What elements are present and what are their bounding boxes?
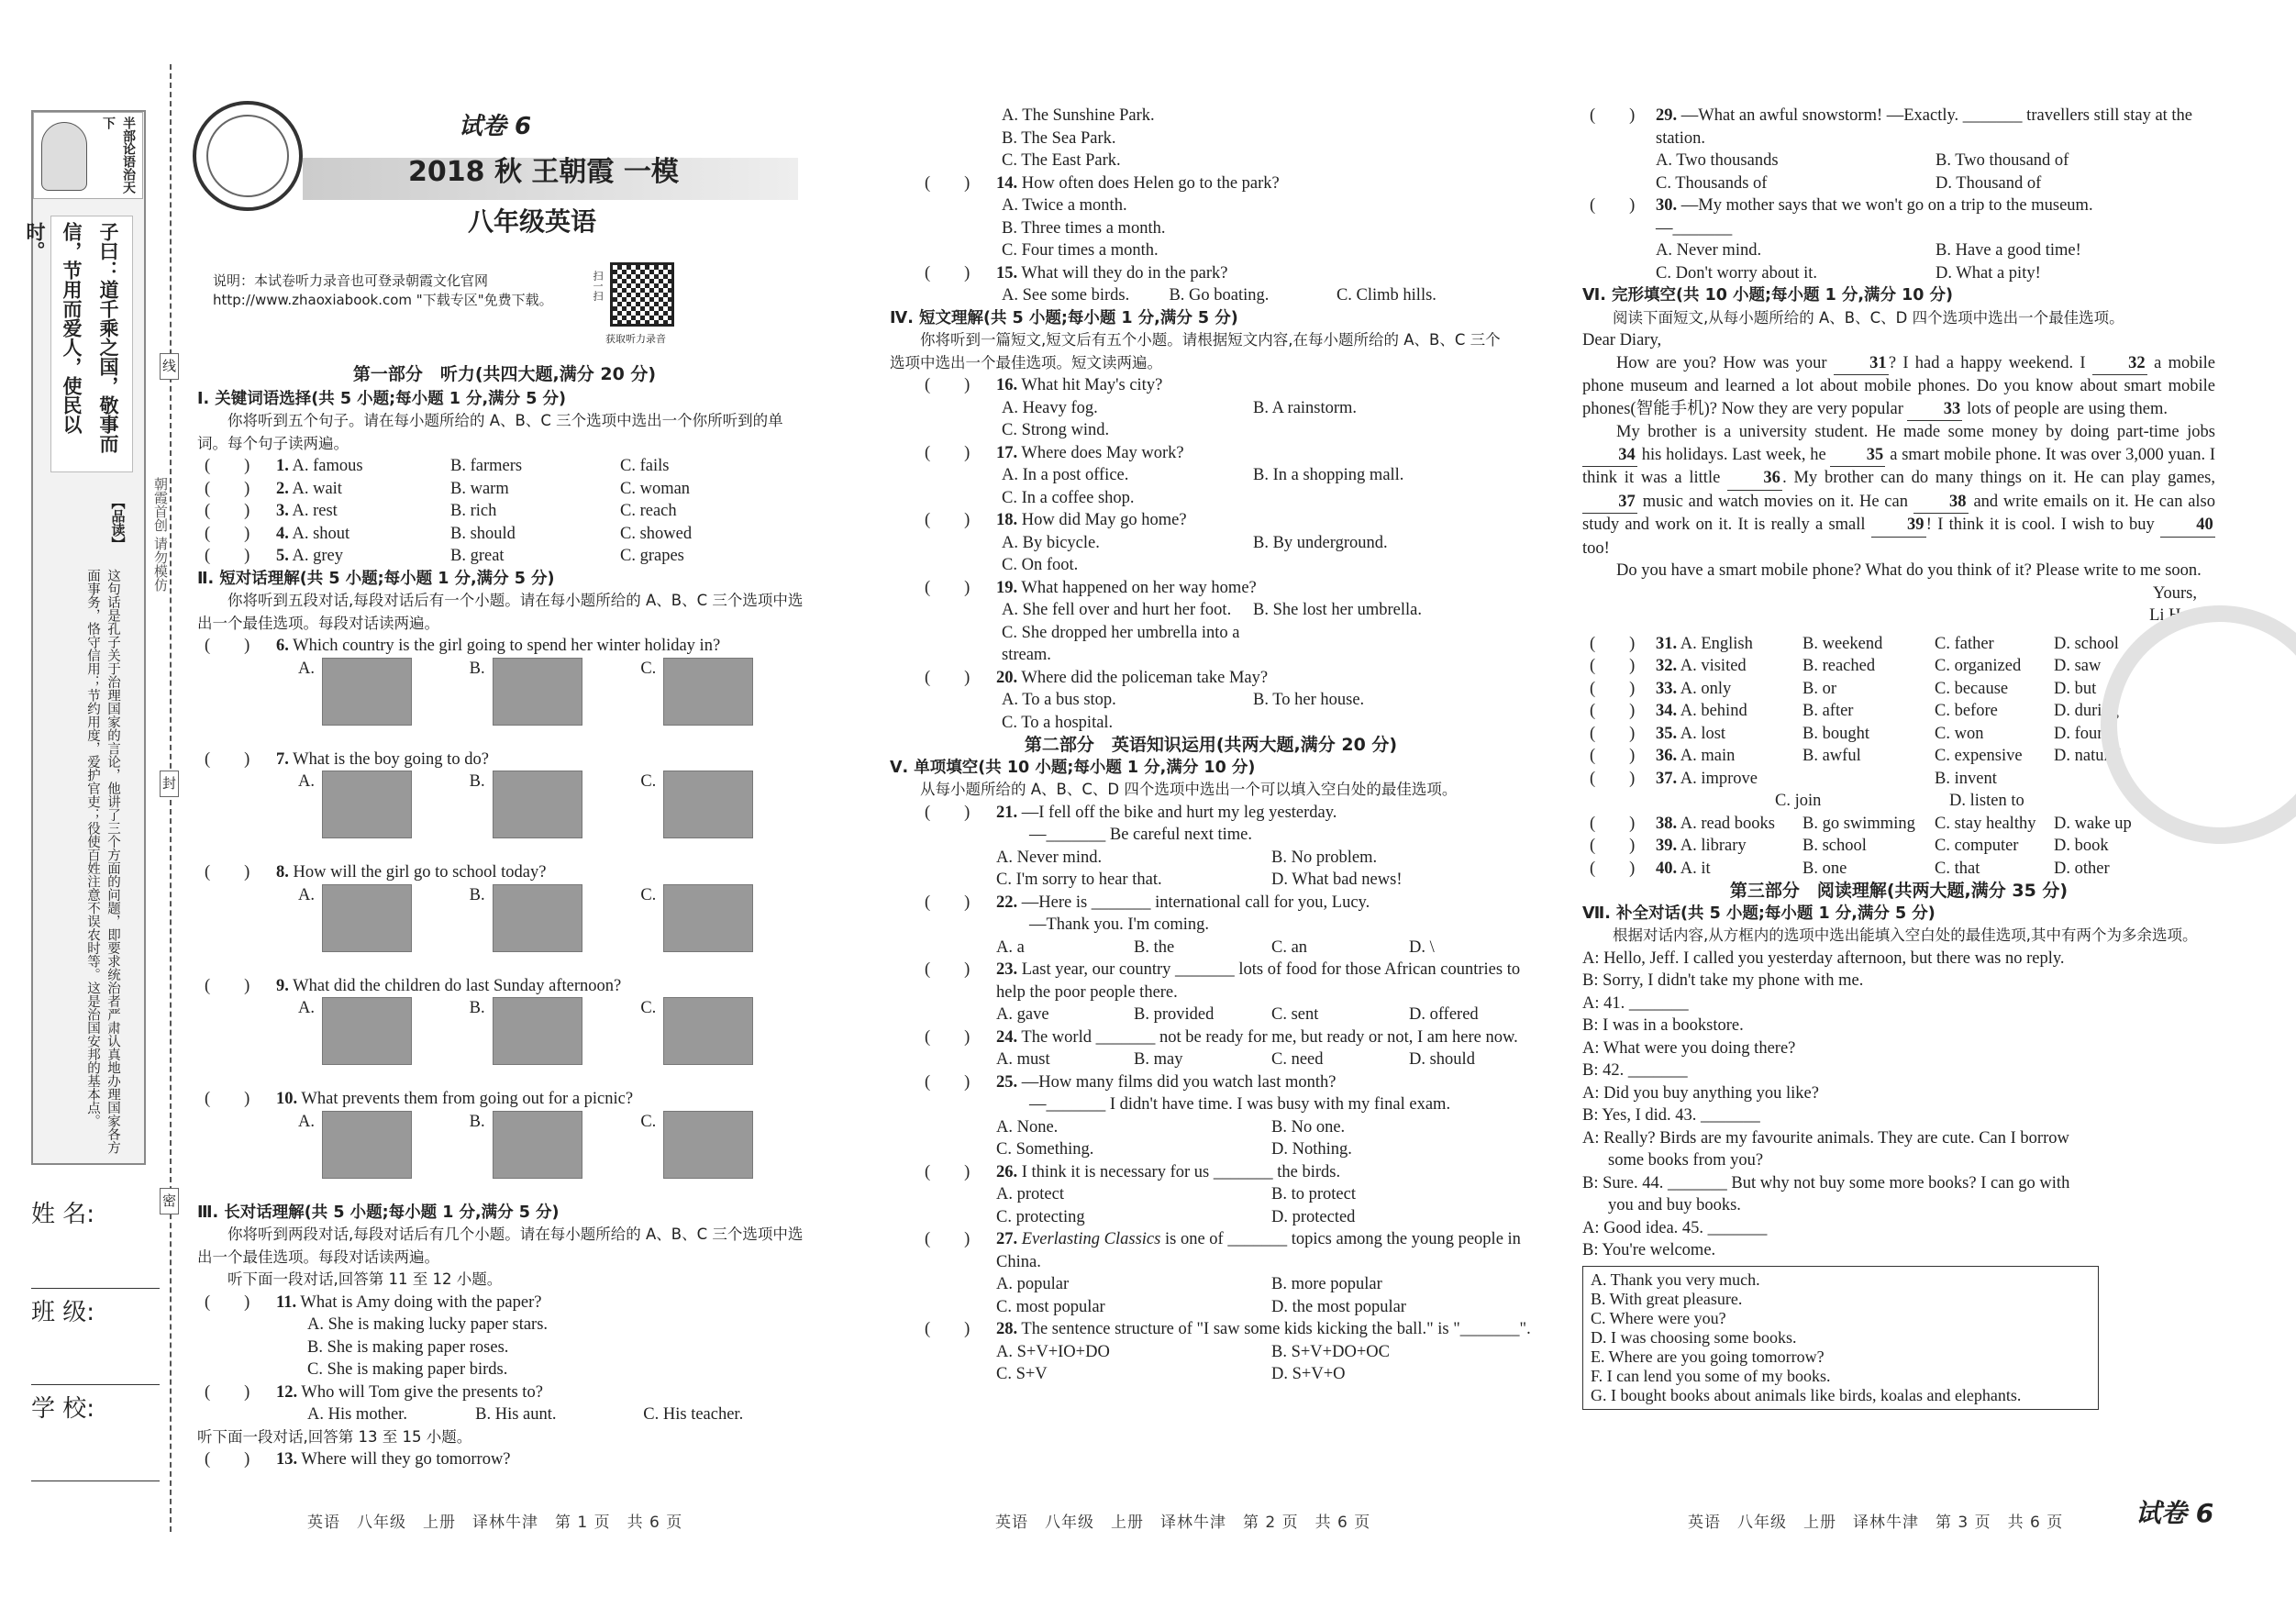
question-32[interactable]: ( ) 32. A. visited B. reached C. organized D. saw bbox=[1590, 657, 2102, 675]
footer-page-1: 英语 八年级 上册 译林牛津 第 1 页 共 6 页 bbox=[307, 1514, 683, 1532]
dialog bbox=[1582, 948, 2215, 1262]
s5-title: Ⅴ. 单项填空(共 10 小题;每小题 1 分,满分 10 分) bbox=[890, 758, 1256, 777]
q12-options: A. His mother. B. His aunt. C. His teacher. bbox=[307, 1405, 744, 1424]
listening-note: 说明：本试卷听力录音也可登录朝霞文化官网 http://www.zhaoxiabook.com "下载专区"免费下载。 bbox=[213, 272, 553, 308]
question-27[interactable]: ( ) 27. Everlasting Classics is one of _______ topics among the young people in China. A. popular B. more popular C. most popular D. the most popular bbox=[917, 1228, 1504, 1318]
question-5[interactable]: ( ) 5. A. grey B. great C. grapes bbox=[205, 547, 684, 565]
question-8[interactable]: ( ) 8. How will the girl go to school today? bbox=[205, 863, 547, 882]
cloze-blank[interactable]: 34 bbox=[1582, 444, 1637, 468]
question-2[interactable]: ( ) 2. A. wait B. warm C. woman bbox=[205, 479, 691, 498]
q24-options: A. must B. may C. need D. should bbox=[996, 1050, 1475, 1069]
question-4[interactable]: ( ) 4. A. shout B. should C. showed bbox=[205, 524, 693, 543]
q15-options: A. See some birds. B. Go boating. C. Climb hills. bbox=[1002, 286, 1436, 305]
name-field[interactable] bbox=[31, 1192, 160, 1289]
seal-char-3: 密 bbox=[160, 1188, 179, 1214]
q11-options: A. She is making lucky paper stars. B. She is making paper roses. C. She is making paper birds. bbox=[307, 1315, 549, 1379]
s4-title: Ⅳ. 短文理解(共 5 小题;每小题 1 分,满分 5 分) bbox=[890, 308, 1238, 327]
box-option: F. I can lend you some of my books. bbox=[1591, 1366, 1831, 1385]
dialog-line: A: What were you doing there? bbox=[1582, 1038, 1796, 1058]
s3-desc: 你将听到两段对话,每段对话后有几个小题。请在每小题所给的 A、B、C 三个选项中选出一个最佳选项。每段对话读两遍。 bbox=[197, 1225, 804, 1266]
question-37[interactable]: ( ) 37. A. improve B. invent bbox=[1590, 769, 1997, 788]
option-picture-icon bbox=[663, 658, 753, 726]
question-39[interactable]: ( ) 39. A. library B. school C. computer D. book bbox=[1590, 837, 2109, 855]
picture-option[interactable]: B. bbox=[470, 1111, 641, 1200]
q26-options: A. protect B. to protect C. protecting D. protected bbox=[996, 1185, 1356, 1226]
badge-text: 半部论语治天下 bbox=[101, 116, 136, 194]
cloze-blank[interactable]: 39 bbox=[1871, 514, 1926, 538]
dialog-line: A: Did you buy anything you like? bbox=[1582, 1083, 1819, 1103]
dialog-line: some books from you? bbox=[1608, 1151, 1764, 1170]
letter-paragraph: Do you have a smart mobile phone? What do you think of it? Please write to me soon. bbox=[1616, 561, 2202, 580]
option-picture-icon bbox=[493, 771, 582, 838]
cloze-blank[interactable]: 31 bbox=[1834, 352, 1889, 376]
seal-char-1: 线 bbox=[160, 353, 179, 380]
question-33[interactable]: ( ) 33. A. only B. or C. because D. but bbox=[1590, 679, 2097, 698]
picture-option[interactable]: C. bbox=[640, 1111, 812, 1200]
footer-page-3: 英语 八年级 上册 译林牛津 第 3 页 共 6 页 bbox=[1688, 1514, 2064, 1532]
picture-option[interactable]: A. bbox=[298, 884, 470, 973]
box-option: B. With great pleasure. bbox=[1591, 1289, 1743, 1308]
question-11[interactable]: ( ) 11. What is Amy doing with the paper? bbox=[205, 1292, 542, 1312]
q20-options-c: C. To a hospital. bbox=[1002, 713, 1114, 732]
question-21[interactable]: ( ) 21. —I fell off the bike and hurt my leg yesterday. —_______ Be careful next time. A. Never mind. B. No problem. C. I'm sorry to hear that. D. What bad news! bbox=[917, 802, 1504, 892]
s3-title: Ⅲ. 长对话理解(共 5 小题;每小题 1 分,满分 5 分) bbox=[197, 1203, 560, 1222]
question-6[interactable]: ( ) 6. Which country is the girl going to spend her winter holiday in? bbox=[205, 637, 721, 655]
cloze-blank[interactable]: 32 bbox=[2092, 352, 2147, 376]
option-picture-icon bbox=[493, 658, 582, 726]
q22-options: A. a B. the C. an D. \ bbox=[996, 937, 1435, 957]
name-label: 姓 名: bbox=[31, 1201, 95, 1228]
column-1 bbox=[197, 363, 812, 1471]
letter-closing: Yours, bbox=[2153, 583, 2197, 603]
question-14[interactable]: ( ) 14. How often does Helen go to the park? bbox=[925, 173, 1280, 193]
picture-option[interactable]: B. bbox=[470, 884, 641, 973]
option-picture-icon bbox=[322, 1111, 412, 1179]
question-36[interactable]: ( ) 36. A. main B. awful C. expensive D. natural bbox=[1590, 747, 2122, 765]
q6-pictures bbox=[197, 658, 812, 747]
q16-options: A. Heavy fog. B. A rainstorm. bbox=[1002, 398, 1358, 417]
q19-options-c: C. She dropped her umbrella into a stream. bbox=[1002, 623, 1240, 664]
box-option: D. I was choosing some books. bbox=[1591, 1327, 1797, 1347]
dialog-line: A: Hello, Jeff. I called you yesterday afternoon, but there was no reply. bbox=[1582, 948, 2065, 968]
s2-list bbox=[197, 635, 812, 1200]
dialog-line: A: Really? Birds are my favourite animals. They are cute. Can I borrow bbox=[1582, 1128, 2069, 1148]
picture-option[interactable]: A. bbox=[298, 658, 470, 747]
picture-option[interactable]: C. bbox=[640, 771, 812, 859]
question-29[interactable]: ( ) 29. —What an awful snowstorm! —Exactly. _______ travellers still stay at the station. A. Two thousands B. Two thousand of C. Thousands of D. Thousand of bbox=[1582, 105, 2215, 194]
part1-title: 第一部分 听力(共四大题,满分 20 分) bbox=[352, 364, 657, 384]
dialog-line: B: Sure. 44. _______ But why not buy some more books? I can go with bbox=[1582, 1173, 2070, 1192]
q17-options-c: C. In a coffee shop. bbox=[1002, 488, 1135, 507]
s5-desc: 从每小题所给的 A、B、C、D 四个选项中选出一个可以填入空白处的最佳选项。 bbox=[920, 781, 1458, 798]
question-35[interactable]: ( ) 35. A. lost B. bought C. won D. found bbox=[1590, 724, 2114, 743]
question-12[interactable]: ( ) 12. Who will Tom give the presents to? bbox=[205, 1382, 543, 1402]
q19-options: A. She fell over and hurt her foot. B. She lost her umbrella. bbox=[1002, 601, 1422, 619]
sidebar-quote: 子曰：道千乘之国，敬事而信，节用而爱人，使民以时。 bbox=[50, 216, 133, 472]
options: A. Never mind. B. Have a good time! C. Don't worry about it. D. What a pity! bbox=[1656, 241, 2081, 283]
dialog-line: B: I was in a bookstore. bbox=[1582, 1016, 1744, 1035]
dialog-line: B: Yes, I did. 43. _______ bbox=[1582, 1106, 1760, 1125]
part3-title: 第三部分 阅读理解(共两大题,满分 35 分) bbox=[1729, 881, 2069, 901]
question-13[interactable]: ( ) 13. Where will they go tomorrow? bbox=[205, 1450, 511, 1469]
confucius-portrait-icon bbox=[41, 122, 87, 191]
letter-signature: Li Hua bbox=[2149, 606, 2197, 625]
question-16[interactable]: ( ) 16. What hit May's city? bbox=[925, 376, 1163, 394]
s3-dialog1-note: 听下面一段对话,回答第 11 至 12 小题。 bbox=[227, 1270, 503, 1288]
picture-option[interactable]: B. bbox=[470, 658, 641, 747]
scan-label: 扫一扫 bbox=[592, 271, 604, 301]
dialog-line: B: 42. _______ bbox=[1582, 1061, 1688, 1080]
q20-options: A. To a bus stop. B. To her house. bbox=[1002, 691, 1365, 709]
footer-page-2: 英语 八年级 上册 译林牛津 第 2 页 共 6 页 bbox=[995, 1514, 1371, 1532]
question-15[interactable]: ( ) 15. What will they do in the park? bbox=[925, 263, 1228, 283]
letter-paragraph: How are you? How was your 31 ? I had a happy weekend. I 32 a mobile phone museum and learned a lot about mobile phones. Do you know about smart mobile phones(智能手机)? Now they are very popular 33 lots of people are using them. bbox=[1582, 352, 2215, 422]
qr-caption: 获取听力录音 bbox=[605, 333, 666, 345]
school-field[interactable] bbox=[31, 1385, 160, 1481]
letter-greeting: Dear Diary, bbox=[1582, 331, 1662, 349]
letter-body bbox=[1582, 352, 2215, 582]
s3-dialog2-note: 听下面一段对话,回答第 13 至 15 小题。 bbox=[197, 1427, 472, 1446]
options-box bbox=[1582, 1266, 2099, 1410]
q17-options: A. In a post office. B. In a shopping mall. bbox=[1002, 466, 1404, 484]
dialog-line: A: 41. _______ bbox=[1582, 993, 1689, 1013]
option-picture-icon bbox=[663, 997, 753, 1065]
option-picture-icon bbox=[493, 884, 582, 952]
picture-option[interactable]: A. bbox=[298, 1111, 470, 1200]
question-26[interactable]: ( ) 26. I think it is necessary for us _______ the birds. A. protect B. to protect C. protecting D. protected bbox=[917, 1161, 1504, 1229]
box-option: G. I bought books about animals like birds, koalas and elephants. bbox=[1591, 1385, 2022, 1404]
subject-title: 八年级英语 bbox=[468, 206, 597, 237]
picture-option[interactable]: C. bbox=[640, 658, 812, 747]
question-30[interactable]: ( ) 30. —My mother says that we won't go on a trip to the museum. —_______ A. Never mind. B. Have a good time! C. Don't worry about it. D. What a pity! bbox=[1582, 194, 2215, 284]
header bbox=[193, 92, 807, 345]
q23-options: A. gave B. provided C. sent D. offered bbox=[996, 1005, 1479, 1024]
s7-title: Ⅶ. 补全对话(共 5 小题;每小题 1 分,满分 5 分) bbox=[1582, 904, 1936, 923]
sidebar bbox=[0, 0, 183, 1597]
q9-pictures bbox=[197, 997, 812, 1086]
school-label: 学 校: bbox=[31, 1395, 95, 1423]
picture-option[interactable]: A. bbox=[298, 771, 470, 859]
option-picture-icon bbox=[663, 771, 753, 838]
options: A. Two thousands B. Two thousand of C. Thousands of D. Thousand of bbox=[1656, 151, 2069, 193]
s1-list bbox=[197, 455, 812, 568]
option-picture-icon bbox=[322, 658, 412, 726]
option-picture-icon bbox=[322, 771, 412, 838]
question-22[interactable]: ( ) 22. —Here is _______ international call for you, Lucy. —Thank you. I'm coming. A. a B. the C. an D. \ bbox=[917, 892, 1504, 959]
q10-pictures bbox=[197, 1111, 812, 1200]
dialog-line: B: You're welcome. bbox=[1582, 1241, 1716, 1259]
s6-desc: 阅读下面短文,从每小题所给的 A、B、C、D 四个选项中选出一个最佳选项。 bbox=[1613, 308, 2124, 327]
option-picture-icon bbox=[663, 884, 753, 952]
s5-list bbox=[917, 802, 1531, 1386]
dialog-line: B: Sorry, I didn't take my phone with me. bbox=[1582, 971, 1864, 990]
question-40[interactable]: ( ) 40. A. it B. one C. that D. other bbox=[1590, 859, 2110, 878]
question-28[interactable]: ( ) 28. The sentence structure of "I saw some kids kicking the ball." is "_______". A. S+V+IO+DO B. S+V+DO+OC C. S+V D. S+V+O bbox=[917, 1318, 1504, 1386]
question-24[interactable]: ( ) 24. The world _______ not be ready for me, but ready or not, I am here now. A. must B. may C. need D. should bbox=[917, 1026, 1504, 1071]
question-31[interactable]: ( ) 31. A. English B. weekend C. father D. school bbox=[1590, 634, 2119, 653]
question-19[interactable]: ( ) 19. What happened on her way home? bbox=[925, 578, 1257, 597]
cloze-blank[interactable]: 37 bbox=[1582, 491, 1637, 515]
question-20[interactable]: ( ) 20. Where did the policeman take May? bbox=[925, 668, 1269, 687]
q8-pictures bbox=[197, 884, 812, 973]
s4-desc: 你将听到一篇短文,短文后有五个小题。请根据短文内容,在每小题所给的 A、B、C 三个选项中选出一个最佳选项。短文读两遍。 bbox=[890, 331, 1501, 372]
s2-desc: 你将听到五段对话,每段对话后有一个小题。请在每小题所给的 A、B、C 三个选项中选出一个最佳选项。每段对话读两遍。 bbox=[197, 592, 804, 632]
q29-30 bbox=[1582, 105, 2215, 284]
picture-option[interactable]: C. bbox=[640, 997, 812, 1086]
question-23[interactable]: ( ) 23. Last year, our country _______ lots of food for those African countries to help the poor people there. A. gave B. provided C. sent D. offered bbox=[917, 959, 1504, 1026]
picture-option[interactable]: B. bbox=[470, 771, 641, 859]
q28-options: A. S+V+IO+DO B. S+V+DO+OC C. S+V D. S+V+O bbox=[996, 1342, 1390, 1383]
question-25[interactable]: ( ) 25. —How many films did you watch last month? —_______ I didn't have time. I was busy with my final exam. A. None. B. No one. C. Something. D. Nothing. bbox=[917, 1071, 1504, 1161]
question-7[interactable]: ( ) 7. What is the boy going to do? bbox=[205, 749, 489, 769]
sidebar-badge bbox=[33, 112, 143, 199]
q18-options: A. By bicycle. B. By underground. bbox=[1002, 533, 1388, 552]
s1-desc: 你将听到五个句子。请在每小题所给的 A、B、C 三个选项中选出一个你所听到的单词。每个句子读两遍。 bbox=[197, 412, 783, 452]
commentary-text: 这句话是孔子关于治理国家的言论，他讲了三个方面的问题，即要求统治者严肃认真地办理国家各方面事务，恪守信用；节约用度，爱护官吏；役使百姓注意不误农时等。这是治国安邦的基本点。 bbox=[85, 569, 120, 1154]
option-picture-icon bbox=[322, 884, 412, 952]
column-2 bbox=[890, 105, 1531, 1386]
question-38[interactable]: ( ) 38. A. read books B. go swimming C. stay healthy D. wake up bbox=[1590, 814, 2132, 833]
cloze-blank[interactable]: 40 bbox=[2160, 514, 2215, 538]
q13-options: A. The Sunshine Park. B. The Sea Park. C. The East Park. bbox=[1002, 106, 1155, 170]
qr-code-icon bbox=[610, 262, 674, 327]
q7-pictures bbox=[197, 771, 812, 859]
seal-char-2: 封 bbox=[160, 771, 179, 797]
option-picture-icon bbox=[322, 997, 412, 1065]
q16-options-c: C. Strong wind. bbox=[1002, 421, 1110, 439]
question-1[interactable]: ( ) 1. A. famous B. farmers C. fails bbox=[205, 457, 670, 475]
commentary-title: 【品读】 bbox=[109, 495, 127, 550]
picture-option[interactable]: C. bbox=[640, 884, 812, 973]
q18-options-c: C. On foot. bbox=[1002, 556, 1079, 574]
q25-options: A. None. B. No one. C. Something. D. Nothing. bbox=[996, 1117, 1352, 1159]
cloze-blank[interactable]: 33 bbox=[1907, 398, 1962, 422]
binding-line bbox=[170, 64, 172, 1532]
question-3[interactable]: ( ) 3. A. rest B. rich C. reach bbox=[205, 502, 677, 520]
box-option: E. Where are you going tomorrow? bbox=[1591, 1347, 1825, 1366]
q27-options: A. popular B. more popular C. most popular D. the most popular bbox=[996, 1275, 1406, 1316]
picture-option[interactable]: B. bbox=[470, 997, 641, 1086]
dialog-line: A: Good idea. 45. _______ bbox=[1582, 1218, 1768, 1237]
question-17[interactable]: ( ) 17. Where does May work? bbox=[925, 443, 1184, 462]
vertical-note: 朝霞首创 请勿模仿 bbox=[152, 477, 169, 592]
s7-desc: 根据对话内容,从方框内的选项中选出能填入空白处的最佳选项,其中有两个为多余选项。 bbox=[1613, 926, 2198, 944]
box-option: C. Where were you? bbox=[1591, 1308, 1726, 1327]
q21-options: A. Never mind. B. No problem. C. I'm sorry to hear that. D. What bad news! bbox=[996, 848, 1403, 889]
q37-options-row2: C. join D. listen to bbox=[1775, 792, 2024, 810]
s1-title: Ⅰ. 关键词语选择(共 5 小题;每小题 1 分,满分 5 分) bbox=[197, 389, 566, 408]
cloze-blank[interactable]: 35 bbox=[1830, 444, 1885, 468]
s6-title: Ⅵ. 完形填空(共 10 小题;每小题 1 分,满分 10 分) bbox=[1582, 286, 1954, 305]
cloze-blank[interactable]: 36 bbox=[1727, 467, 1782, 491]
box-option: A. Thank you very much. bbox=[1591, 1270, 1760, 1289]
letter-paragraph: My brother is a university student. He made some money by doing part-time jobs 34 his holidays. Last week, he 35 a smart mobile phone. It was over 3,000 yuan. I think it was a little 36 . My brother can do many things on it. He can play games, 37 music and watch movies on it. He can 38 and write emails on it. He can also study and work on it. It is really a small 39 ! I think it is cool. I wish to buy 40 too! bbox=[1582, 423, 2216, 558]
cloze-blank[interactable]: 38 bbox=[1913, 491, 1969, 515]
s4-list bbox=[917, 374, 1504, 734]
option-picture-icon bbox=[663, 1111, 753, 1179]
s2-title: Ⅱ. 短对话理解(共 5 小题;每小题 1 分,满分 5 分) bbox=[197, 569, 555, 588]
dialog-line: you and buy books. bbox=[1608, 1196, 1741, 1214]
question-34[interactable]: ( ) 34. A. behind B. after C. before D. during bbox=[1590, 702, 2119, 720]
class-label: 班 级: bbox=[31, 1299, 95, 1326]
picture-option[interactable]: A. bbox=[298, 997, 470, 1086]
exam-title: 2018 秋 王朝霞 一模 bbox=[408, 156, 679, 188]
question-10[interactable]: ( ) 10. What prevents them from going out for a picnic? bbox=[205, 1090, 634, 1108]
student-info bbox=[31, 1192, 160, 1481]
option-picture-icon bbox=[493, 1111, 582, 1179]
paper-tag: 试卷 6 bbox=[459, 113, 532, 140]
class-field[interactable] bbox=[31, 1289, 160, 1385]
q14-options: A. Twice a month. B. Three times a month. C. Four times a month. bbox=[1002, 196, 1166, 260]
question-18[interactable]: ( ) 18. How did May go home? bbox=[925, 511, 1187, 529]
option-picture-icon bbox=[493, 997, 582, 1065]
footer-paper-tag: 试卷 6 bbox=[2135, 1498, 2214, 1528]
part2-title: 第二部分 英语知识运用(共两大题,满分 20 分) bbox=[1024, 735, 1398, 755]
logo-icon bbox=[193, 101, 303, 211]
question-9[interactable]: ( ) 9. What did the children do last Sunday afternoon? bbox=[205, 976, 622, 995]
